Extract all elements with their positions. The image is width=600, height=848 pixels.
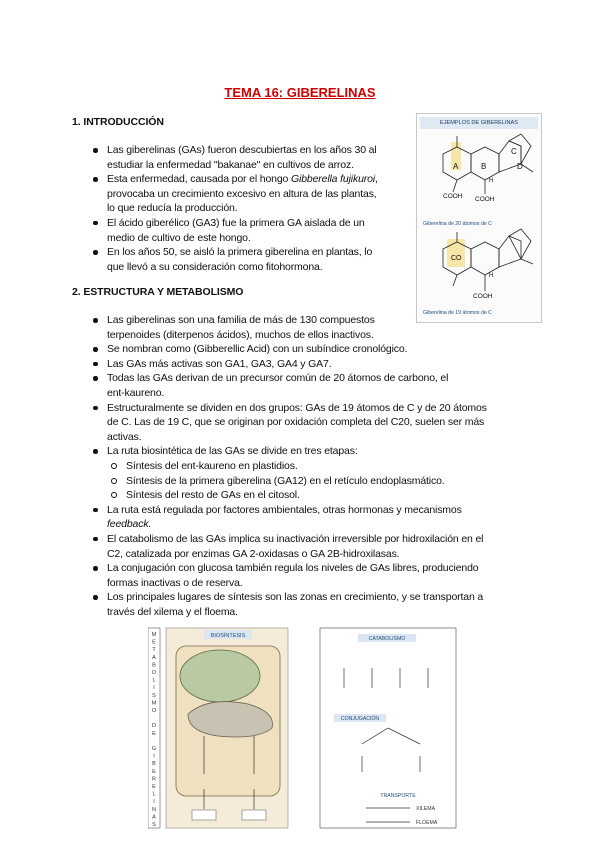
biosintesis-label: BIOSÍNTESIS: [210, 633, 246, 639]
list-item: El catabolismo de las GAs implica su inactivación irreversible por hidroxilación en el C2, catalizada por enzimas GA 2-oxidasas o GA 2B-hidroxilasas.: [90, 532, 535, 561]
cooh-label: COOH: [473, 293, 493, 300]
stage-item: Síntesis del ent-kaureno en plastidios.: [90, 459, 535, 474]
side-letter: M: [151, 632, 157, 638]
caption-19-carbon: Giberelina de 19 átomos de C: [423, 310, 492, 316]
conjugacion-label: CONJUGACIÓN: [340, 716, 380, 722]
list-item: Las giberelinas son una familia de más de 130 compuestos terpenoides (diterpenos ácidos), muchos de ellos inactivos.: [90, 313, 535, 342]
co-label: CO: [451, 255, 462, 262]
side-letter: S: [152, 822, 156, 828]
ring-label-b: B: [481, 162, 487, 171]
side-letter: I: [153, 753, 155, 760]
side-letter: E: [152, 730, 156, 737]
side-letter: A: [152, 654, 156, 661]
list-item: Estructuralmente se dividen en dos grupos: GAs de 19 átomos de C y de 20 átomos de C. Las de 19 C, que se originan por oxidación completa del C20, suelen ser más activas.: [90, 401, 535, 445]
list-item: La ruta está regulada por factores ambientales, otras hormonas y mecanismos feedback.: [90, 503, 535, 532]
section-heading-estructura: 2. ESTRUCTURA Y METABOLISMO: [72, 286, 244, 298]
list-item: Esta enfermedad, causada por el hongo Gibberella fujikuroi, provocaba un crecimiento excesivo en altura de las plantas, lo que reducía la producción.: [90, 172, 410, 216]
figure-header: EJEMPLOS DE GIBERELINAS: [420, 117, 538, 129]
ring-label-c: C: [511, 147, 517, 156]
list-item: Todas las GAs derivan de un precursor común de 20 átomos de carbono, el ent-kaureno.: [90, 371, 535, 400]
ring-label-a: A: [453, 162, 459, 171]
side-letter: O: [151, 708, 157, 714]
side-letter: M: [151, 700, 157, 707]
floema-label: FLOEMA: [416, 820, 438, 826]
section-heading-introduccion: 1. INTRODUCCIÓN: [72, 116, 164, 128]
list-item: La ruta biosintética de las GAs se divide en tres etapas: Síntesis del ent-kaureno en plastidios. Síntesis de la primera giberelina (GA12) en el retículo endoplasmático. Síntesis del resto de GAs en el citosol.: [90, 444, 535, 502]
list-item: Las GAs más activas son GA1, GA3, GA4 y GA7.: [90, 357, 535, 372]
xilema-label: XILEMA: [416, 806, 436, 812]
stage-item: Síntesis del resto de GAs en el citosol.: [90, 488, 535, 503]
side-letter: G: [151, 746, 157, 752]
cooh-label: COOH: [443, 193, 463, 200]
biosynthesis-stages-list: [90, 459, 535, 503]
side-letter: B: [152, 662, 156, 669]
list-item: Los principales lugares de síntesis son las zonas en crecimiento, y se transportan a través del xilema y el floema.: [90, 590, 535, 619]
side-letter: N: [152, 806, 156, 813]
list-item: La conjugación con glucosa también regula los niveles de GAs libres, produciendo formas inactivas o de reserva.: [90, 561, 535, 590]
list-item: El ácido giberélico (GA3) fue la primera GA aislada de un medio de cultivo de este hongo.: [90, 216, 410, 245]
gibberellin-structures-svg: [417, 114, 543, 324]
side-letter: L: [152, 677, 156, 684]
side-letter: T: [152, 647, 156, 654]
metabolism-diagram-svg: [148, 624, 458, 832]
list-item: En los años 50, se aisló la primera giberelina en plantas, lo que llevó a su consideración como fitohormona.: [90, 245, 410, 274]
side-letter: I: [153, 799, 155, 806]
page-title: TEMA 16: GIBERELINAS: [224, 85, 376, 100]
intro-bullet-list: [90, 143, 410, 274]
h-label: H: [489, 178, 494, 184]
side-letter: I: [153, 685, 155, 692]
side-letter: E: [152, 768, 156, 775]
side-letter: R: [152, 776, 156, 783]
cooh-label: COOH: [475, 196, 495, 203]
transporte-label: TRANSPORTE: [380, 793, 416, 799]
fungus-name: Gibberella fujikuroi: [291, 173, 375, 186]
side-letter: B: [152, 761, 156, 768]
side-letter: S: [152, 692, 156, 699]
stage-item: Síntesis de la primera giberelina (GA12) en el retículo endoplasmático.: [90, 474, 535, 489]
side-letter: E: [152, 784, 156, 790]
side-letter: E: [152, 639, 156, 646]
side-letter: D: [152, 723, 156, 730]
structure-bullet-list: [90, 313, 535, 619]
catabolismo-label: CATABOLISMO: [368, 636, 406, 642]
caption-20-carbon: Giberelina de 20 átomos de C: [423, 221, 492, 227]
h-label: H: [489, 273, 494, 279]
list-item: Se nombran como (Gibberellic Acid) con un subíndice cronológico.: [90, 342, 535, 357]
gibberellin-examples-figure: [416, 113, 542, 323]
gibberellin-metabolism-figure: [148, 624, 458, 832]
side-letter: O: [151, 670, 157, 676]
list-item: Las giberelinas (GAs) fueron descubiertas en los años 30 al estudiar la enfermedad "bakanae" en cultivos de arroz.: [90, 143, 410, 172]
ring-label-d: D: [517, 162, 523, 171]
side-letter: L: [152, 791, 156, 798]
side-letter: A: [152, 814, 156, 821]
